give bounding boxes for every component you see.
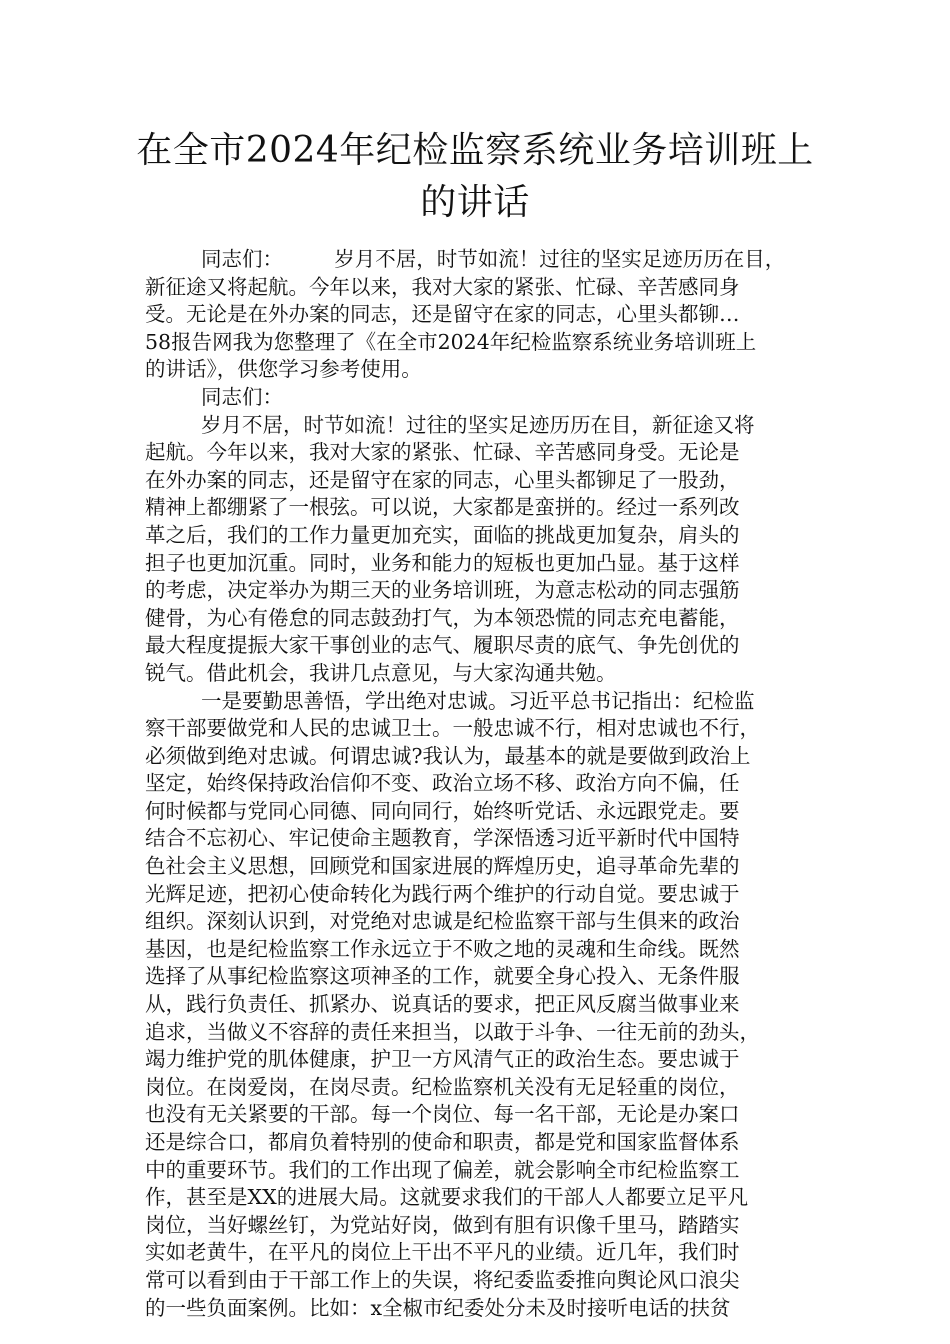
body-text-line: 中的重要环节。我们的工作出现了偏差，就会影响全市纪检监察工: [145, 1157, 740, 1182]
body-text-line: 一是要勤思善悟，学出绝对忠诚。习近平总书记指出：纪检监: [201, 688, 755, 713]
body-text-line: 革之后，我们的工作力量更加充实，面临的挑战更加复杂，肩头的: [145, 522, 740, 547]
body-text-line: 追求，当做义不容辞的责任来担当，以敢于斗争、一往无前的劲头，: [145, 1019, 760, 1044]
body-text-line: 的一些负面案例。比如：x全椒市纪委处分未及时接听电话的扶贫: [145, 1295, 731, 1320]
body-text-line: 同志们： 岁月不居，时节如流！过往的坚实足迹历历在目，: [201, 247, 786, 271]
body-text-line: 从，践行负责任、抓紧办、说真话的要求，把正风反腐当做事业来: [145, 992, 740, 1017]
body-text-line: 的讲话》，供您学习参考使用。: [145, 357, 422, 382]
document-body: [145, 246, 825, 1322]
body-text-line: 健骨，为心有倦怠的同志鼓劲打气，为本领恐慌的同志充电蓄能，: [145, 605, 740, 630]
body-text-line: 的考虑，决定举办为期三天的业务培训班，为意志松动的同志强筋: [145, 578, 740, 603]
body-text-line: 最大程度提振大家干事创业的志气、履职尽责的底气、争先创优的: [145, 633, 740, 658]
body-text-line: 结合不忘初心、牢记使命主题教育，学深悟透习近平新时代中国特: [145, 826, 740, 851]
body-text-line: 岗位，当好螺丝钉，为党站好岗，做到有胆有识像千里马，踏踏实: [145, 1212, 740, 1237]
body-text-line: 何时候都与党同心同德、同向同行，始终听党话、永远跟党走。要: [145, 798, 740, 823]
document-title: [120, 125, 830, 229]
body-text-line: 实如老黄牛，在平凡的岗位上干出不平凡的业绩。近几年，我们时: [145, 1240, 740, 1265]
body-text-line: 锐气。借此机会，我讲几点意见，与大家沟通共勉。: [145, 660, 617, 685]
body-text-line: 选择了从事纪检监察这项神圣的工作，就要全身心投入、无条件服: [145, 964, 740, 989]
body-text-line: 必须做到绝对忠诚。何谓忠诚?我认为，最基本的就是要做到政治上: [145, 743, 751, 768]
body-text-line: 在外办案的同志，还是留守在家的同志，心里头都铆足了一股劲，: [145, 467, 740, 492]
body-text-line: 精神上都绷紧了一根弦。可以说，大家都是蛮拼的。经过一系列改: [145, 495, 740, 520]
body-text-line: 担子也更加沉重。同时，业务和能力的短板也更加凸显。基于这样: [145, 550, 740, 575]
body-text-line: 竭力维护党的肌体健康，护卫一方风清气正的政治生态。要忠诚于: [145, 1047, 740, 1072]
body-text-line: 岁月不居，时节如流！过往的坚实足迹历历在目，新征途又将: [201, 412, 755, 437]
body-text-line: 色社会主义思想，回顾党和国家进展的辉煌历史，追寻革命先辈的: [145, 854, 740, 879]
body-text-line: 新征途又将起航。今年以来，我对大家的紧张、忙碌、辛苦感同身: [145, 274, 740, 299]
body-text-line: 常可以看到由于干部工作上的失误，将纪委监委推向舆论风口浪尖: [145, 1267, 740, 1292]
body-text-line: 光辉足迹，把初心使命转化为践行两个维护的行动自觉。要忠诚于: [145, 881, 740, 906]
title-line: 的讲话: [420, 182, 530, 223]
body-text-line: 基因，也是纪检监察工作永远立于不败之地的灵魂和生命线。既然: [145, 936, 740, 961]
body-text-line: 组织。深刻认识到，对党绝对忠诚是纪检监察干部与生俱来的政治: [145, 909, 740, 934]
body-text-line: 察干部要做党和人民的忠诚卫士。一般忠诚不行，相对忠诚也不行，: [145, 716, 760, 741]
body-text-line: 58报告网我为您整理了《在全市2024年纪检监察系统业务培训班上: [145, 329, 757, 354]
body-text-line: 岗位。在岗爱岗，在岗尽责。纪检监察机关没有无足轻重的岗位，: [145, 1074, 740, 1099]
title-line: 在全市2024年纪检监察系统业务培训班上: [136, 130, 814, 171]
body-text-line: 坚定，始终保持政治信仰不变、政治立场不移、政治方向不偏，任: [145, 771, 740, 796]
body-text-line: 也没有无关紧要的干部。每一个岗位、每一名干部，无论是办案口: [145, 1102, 740, 1127]
body-text-line: 同志们：: [201, 384, 283, 409]
body-text-line: 受。无论是在外办案的同志，还是留守在家的同志，心里头都铆…: [145, 302, 740, 327]
body-text-line: 还是综合口，都肩负着特别的使命和职责，都是党和国家监督体系: [145, 1130, 740, 1154]
body-text-line: 作，甚至是XX的进展大局。这就要求我们的干部人人都要立足平凡: [145, 1185, 749, 1210]
body-text-line: 起航。今年以来，我对大家的紧张、忙碌、辛苦感同身受。无论是: [145, 440, 740, 465]
